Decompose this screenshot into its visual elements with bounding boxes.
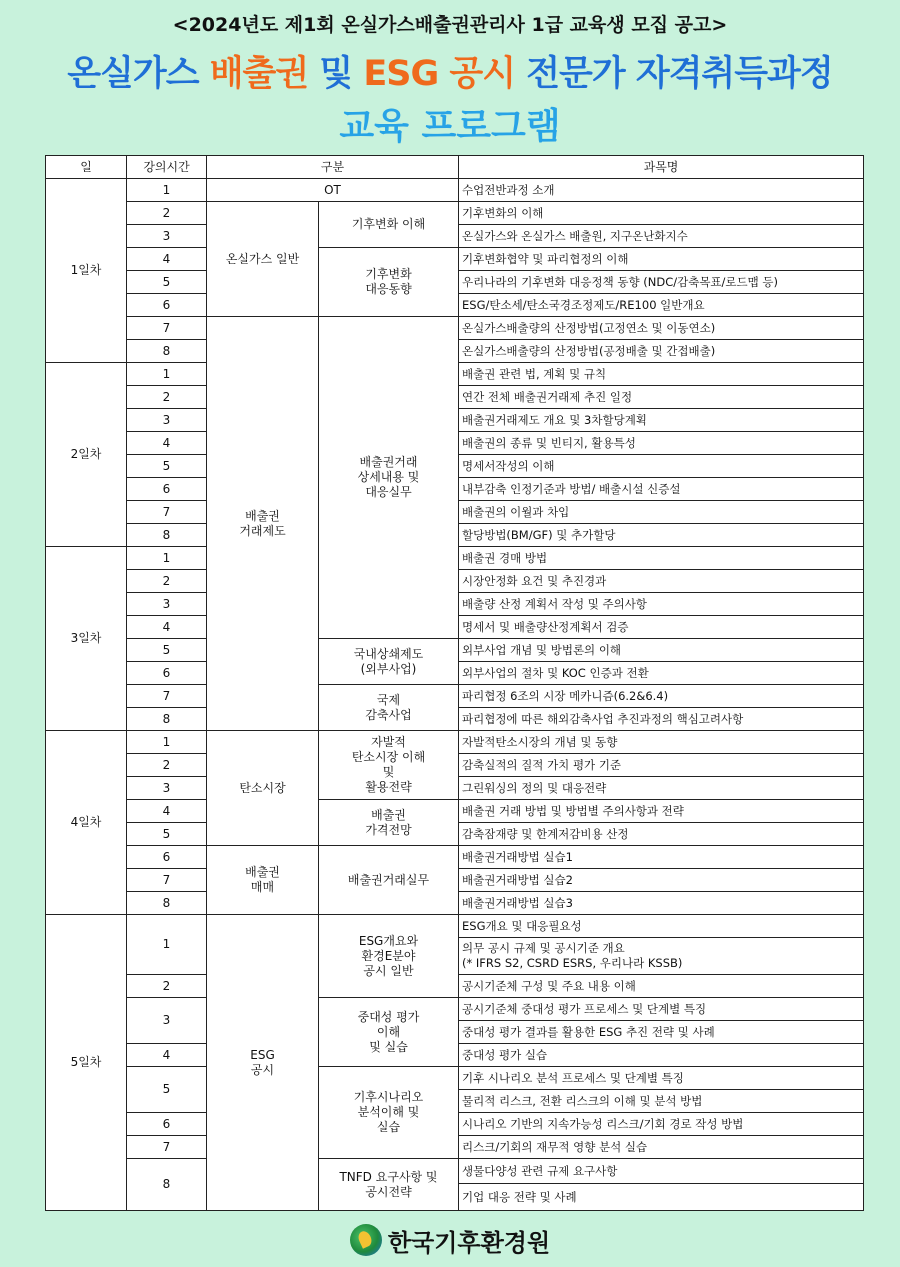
table-row — [46, 685, 864, 708]
hour-cell: 7 — [127, 501, 207, 524]
subcategory-cell: 국내상쇄제도 (외부사업) — [319, 639, 459, 685]
subject-cell: 수업전반과정 소개 — [459, 179, 864, 202]
title-part3: 및 — [308, 54, 364, 94]
hour-cell: 5 — [127, 823, 207, 846]
subject-cell: 명세서 및 배출량산정계획서 검증 — [459, 616, 864, 639]
title-part4: ESG 공시 — [363, 54, 516, 94]
hour-cell: 1 — [127, 547, 207, 570]
table-row — [46, 731, 864, 754]
header-category: 구분 — [207, 156, 459, 179]
subject-cell: 온실가스와 온실가스 배출원, 지구온난화지수 — [459, 225, 864, 248]
hour-cell: 8 — [127, 340, 207, 363]
subject-cell: 기후변화의 이해 — [459, 202, 864, 225]
hour-cell: 4 — [127, 432, 207, 455]
subject-cell: 의무 공시 규제 및 공시기준 개요 (* IFRS S2, CSRD ESRS, 우리나라 KSSB) — [459, 938, 864, 975]
day-cell: 5일차 — [46, 915, 127, 1211]
category-cell: 탄소시장 — [207, 731, 319, 846]
subject-cell: 배출권 관련 법, 계획 및 규칙 — [459, 363, 864, 386]
footer — [0, 1222, 900, 1258]
subcategory-cell: 배출권거래 상세내용 및 대응실무 — [319, 317, 459, 639]
subject-cell: 시나리오 기반의 지속가능성 리스크/기회 경로 작성 방법 — [459, 1113, 864, 1136]
subject-cell: 배출권의 종류 및 빈티지, 활용특성 — [459, 432, 864, 455]
table-row — [46, 179, 864, 202]
table-row — [46, 202, 864, 225]
subject-cell: ESG개요 및 대응필요성 — [459, 915, 864, 938]
subject-cell: 배출권 경매 방법 — [459, 547, 864, 570]
subject-cell: 배출권거래제도 개요 및 3차할당계획 — [459, 409, 864, 432]
hour-cell: 5 — [127, 455, 207, 478]
subject-cell: 물리적 리스크, 전환 리스크의 이해 및 분석 방법 — [459, 1090, 864, 1113]
hour-cell: 6 — [127, 1113, 207, 1136]
hour-cell: 1 — [127, 179, 207, 202]
subject-cell: 외부사업의 절차 및 KOC 인증과 전환 — [459, 662, 864, 685]
table-row — [46, 248, 864, 271]
hour-cell: 2 — [127, 386, 207, 409]
subject-cell: 시장안정화 요건 및 추진경과 — [459, 570, 864, 593]
table-row — [46, 639, 864, 662]
category-cell: 배출권 거래제도 — [207, 317, 319, 731]
hour-cell: 4 — [127, 800, 207, 823]
day-cell: 3일차 — [46, 547, 127, 731]
hour-cell: 3 — [127, 409, 207, 432]
hour-cell: 2 — [127, 754, 207, 777]
hour-cell: 6 — [127, 846, 207, 869]
hour-cell: 2 — [127, 570, 207, 593]
subject-cell: 연간 전체 배출권거래제 추진 일정 — [459, 386, 864, 409]
subject-cell: ESG/탄소세/탄소국경조정제도/RE100 일반개요 — [459, 294, 864, 317]
hour-cell: 4 — [127, 248, 207, 271]
hour-cell: 4 — [127, 1044, 207, 1067]
subject-cell: 기업 대응 전략 및 사례 — [459, 1184, 864, 1211]
header-day: 일 — [46, 156, 127, 179]
hour-cell: 6 — [127, 294, 207, 317]
header-subject: 과목명 — [459, 156, 864, 179]
hour-cell: 8 — [127, 892, 207, 915]
subcategory-cell: 배출권거래실무 — [319, 846, 459, 915]
hour-cell: 2 — [127, 202, 207, 225]
subject-cell: 중대성 평가 실습 — [459, 1044, 864, 1067]
hour-cell: 1 — [127, 915, 207, 975]
subcategory-cell: 기후변화 대응동향 — [319, 248, 459, 317]
subject-cell: 기후 시나리오 분석 프로세스 및 단계별 특징 — [459, 1067, 864, 1090]
table-row — [46, 998, 864, 1021]
hour-cell: 7 — [127, 869, 207, 892]
hour-cell: 7 — [127, 1136, 207, 1159]
subject-cell: 기후변화협약 및 파리협정의 이해 — [459, 248, 864, 271]
table-row — [46, 846, 864, 869]
subject-cell: 감축실적의 질적 가치 평가 기준 — [459, 754, 864, 777]
hour-cell: 8 — [127, 708, 207, 731]
subject-cell: 명세서작성의 이해 — [459, 455, 864, 478]
subject-cell: 온실가스배출량의 산정방법(고정연소 및 이동연소) — [459, 317, 864, 340]
title-part5: 전문가 자격취득과정 — [515, 54, 833, 94]
org-name: 한국기후환경원 — [387, 1228, 551, 1257]
subject-cell: 공시기준체 중대성 평가 프로세스 및 단계별 특징 — [459, 998, 864, 1021]
program-table — [45, 155, 864, 1211]
subject-cell: 생물다양성 관련 규제 요구사항 — [459, 1159, 864, 1184]
day-cell: 1일차 — [46, 179, 127, 363]
title-part1: 온실가스 — [67, 54, 210, 94]
subject-cell: 감축잠재량 및 한계저감비용 산정 — [459, 823, 864, 846]
hour-cell: 5 — [127, 1067, 207, 1113]
subcategory-cell: 기후변화 이해 — [319, 202, 459, 248]
day-cell: 2일차 — [46, 363, 127, 547]
subject-cell: 리스크/기회의 재무적 영향 분석 실습 — [459, 1136, 864, 1159]
hour-cell: 6 — [127, 662, 207, 685]
hour-cell: 5 — [127, 639, 207, 662]
hour-cell: 1 — [127, 731, 207, 754]
subject-cell: 배출권거래방법 실습1 — [459, 846, 864, 869]
subcategory-cell: 자발적 탄소시장 이해 및 활용전략 — [319, 731, 459, 800]
main-title — [0, 46, 900, 96]
hour-cell: 1 — [127, 363, 207, 386]
table-row — [46, 317, 864, 340]
table-row — [46, 1067, 864, 1090]
hour-cell: 3 — [127, 998, 207, 1044]
hour-cell: 6 — [127, 478, 207, 501]
hour-cell: 8 — [127, 524, 207, 547]
hour-cell: 5 — [127, 271, 207, 294]
table-row — [46, 800, 864, 823]
category-cell: OT — [207, 179, 459, 202]
hour-cell: 3 — [127, 225, 207, 248]
subcategory-cell: TNFD 요구사항 및 공시전략 — [319, 1159, 459, 1211]
hour-cell: 3 — [127, 777, 207, 800]
hour-cell: 7 — [127, 685, 207, 708]
subcategory-cell: 중대성 평가 이해 및 실습 — [319, 998, 459, 1067]
subject-cell: 파리협정 6조의 시장 메카니즘(6.2&6.4) — [459, 685, 864, 708]
subject-cell: 배출량 산정 계획서 작성 및 주의사항 — [459, 593, 864, 616]
category-cell: 배출권 매매 — [207, 846, 319, 915]
notice-subtitle: <2024년도 제1회 온실가스배출권관리사 1급 교육생 모집 공고> — [172, 14, 728, 36]
subject-cell: 파리협정에 따른 해외감축사업 추진과정의 핵심고려사항 — [459, 708, 864, 731]
subject-cell: 온실가스배출량의 산정방법(공정배출 및 간접배출) — [459, 340, 864, 363]
table-row — [46, 1159, 864, 1184]
subject-cell: 배출권 거래 방법 및 방법별 주의사항과 전략 — [459, 800, 864, 823]
subject-cell: 우리나라의 기후변화 대응정책 동향 (NDC/감축목표/로드맵 등) — [459, 271, 864, 294]
subject-cell: 중대성 평가 결과를 활용한 ESG 추진 전략 및 사례 — [459, 1021, 864, 1044]
subcategory-cell: 국제 감축사업 — [319, 685, 459, 731]
hour-cell: 7 — [127, 317, 207, 340]
category-cell: 온실가스 일반 — [207, 202, 319, 317]
leaf-globe-icon — [350, 1224, 382, 1256]
hour-cell: 2 — [127, 975, 207, 998]
header-row — [46, 156, 864, 179]
subcategory-cell: 기후시나리오 분석이해 및 실습 — [319, 1067, 459, 1159]
title-part2: 배출권 — [209, 54, 309, 94]
hour-cell: 4 — [127, 616, 207, 639]
hour-cell: 3 — [127, 593, 207, 616]
subject-cell: 그린워싱의 정의 및 대응전략 — [459, 777, 864, 800]
table-row — [46, 915, 864, 938]
subject-cell: 자발적탄소시장의 개념 및 동향 — [459, 731, 864, 754]
subject-cell: 할당방법(BM/GF) 및 추가할당 — [459, 524, 864, 547]
subject-cell: 배출권거래방법 실습2 — [459, 869, 864, 892]
subject-cell: 공시기준체 구성 및 주요 내용 이해 — [459, 975, 864, 998]
subject-cell: 외부사업 개념 및 방법론의 이해 — [459, 639, 864, 662]
hour-cell: 8 — [127, 1159, 207, 1211]
subject-cell: 배출권거래방법 실습3 — [459, 892, 864, 915]
program-title: 교육 프로그램 — [339, 106, 561, 147]
day-cell: 4일차 — [46, 731, 127, 915]
subject-cell: 배출권의 이월과 차입 — [459, 501, 864, 524]
header-hour: 강의시간 — [127, 156, 207, 179]
category-cell: ESG 공시 — [207, 915, 319, 1211]
subject-cell: 내부감축 인정기준과 방법/ 배출시설 신증설 — [459, 478, 864, 501]
subcategory-cell: ESG개요와 환경E분야 공시 일반 — [319, 915, 459, 998]
subcategory-cell: 배출권 가격전망 — [319, 800, 459, 846]
